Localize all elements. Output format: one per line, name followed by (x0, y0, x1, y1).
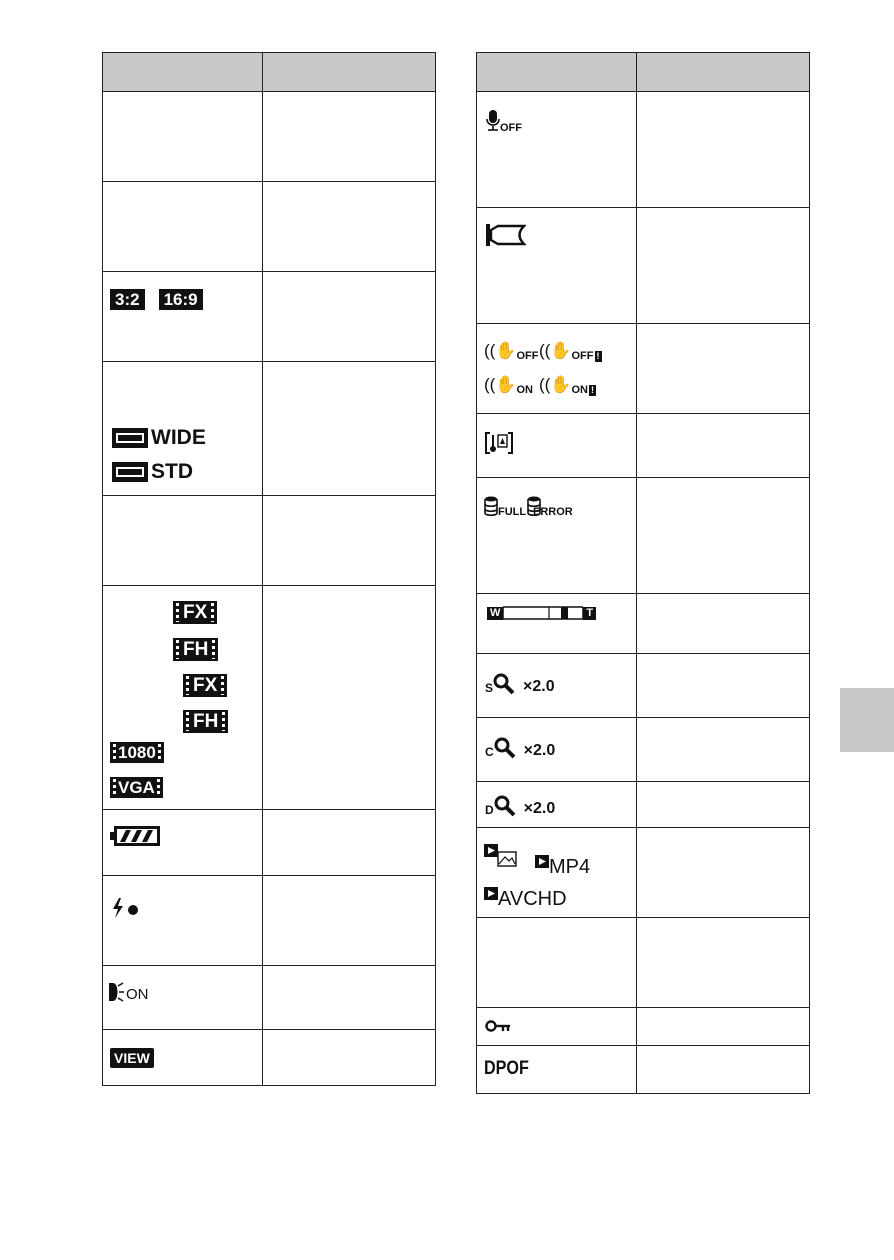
shake-warning-on-alert-icon: ((✋ ON ! (539, 375, 594, 396)
table-row (477, 1008, 810, 1046)
movie-fh-icon: FH (183, 710, 228, 733)
table-row (103, 876, 436, 966)
table-row (477, 1046, 810, 1094)
table-row (103, 496, 436, 586)
shake-warning-on-icon: ((✋ ON (484, 375, 533, 396)
header-cell-display (103, 53, 263, 92)
auto-light-on-icon: ON (109, 980, 149, 1003)
table-row (103, 966, 436, 1030)
table-row (103, 92, 436, 182)
table-row (477, 324, 810, 414)
aspect-ratio-icons (110, 289, 203, 310)
zoom-scale-bar: W T (487, 606, 596, 620)
movie-fh-icon: FH (173, 638, 218, 661)
shake-warning-off-icon: ((✋ OFF (484, 341, 539, 362)
table-row (477, 594, 810, 654)
overheat-icon (485, 431, 513, 455)
table-row (103, 1030, 436, 1086)
table-row (477, 918, 810, 1008)
view-mode-photo-icon (484, 844, 520, 868)
battery-icon (110, 826, 160, 846)
table-header (477, 53, 810, 92)
wind-noise-icon (486, 224, 526, 246)
table-row (103, 586, 436, 810)
table-row (103, 362, 436, 496)
panorama-std-icon: STD (112, 460, 193, 484)
panorama-wide-icon: WIDE (112, 426, 206, 450)
section-tab (840, 688, 894, 752)
flash-charging-icon (111, 898, 147, 918)
smart-zoom-icon: S ×2.0 (485, 672, 555, 696)
microphone-off-icon: OFF (486, 108, 522, 134)
movie-vga-icon: VGA (110, 777, 163, 798)
aspect-16-9-icon: 16:9 (159, 289, 203, 310)
table-row (477, 478, 810, 594)
clear-image-zoom-icon: C ×2.0 (485, 736, 555, 760)
view-mode-mp4-icon: MP4 (535, 844, 590, 879)
shake-warning-off-alert-icon: ((✋ OFF ! (539, 341, 600, 362)
digital-zoom-icon: D ×2.0 (485, 794, 555, 818)
table-row (477, 654, 810, 718)
view-mode-avchd-icon: AVCHD (484, 876, 567, 911)
dpof-icon: DPOF (484, 1058, 529, 1079)
database-error-icon: ERROR (527, 494, 573, 518)
table-row (477, 718, 810, 782)
table-row (477, 414, 810, 478)
table-row (103, 272, 436, 362)
table-row (477, 92, 810, 208)
table-row (477, 828, 810, 918)
header-cell-display (477, 53, 637, 92)
movie-1080-icon: 1080 (110, 742, 164, 763)
movie-fx-icon: FX (183, 674, 227, 697)
table-row (477, 782, 810, 828)
table-row (103, 810, 436, 876)
movie-fx-icon: FX (173, 601, 217, 624)
table-row (103, 182, 436, 272)
protect-key-icon (485, 1019, 511, 1033)
view-icon: VIEW (110, 1048, 154, 1068)
left-icon-table (102, 52, 436, 1086)
table-header (103, 53, 436, 92)
right-icon-table (476, 52, 810, 1094)
header-cell-indication (637, 53, 810, 92)
header-cell-indication (263, 53, 436, 92)
aspect-3-2-icon: 3:2 (110, 289, 145, 310)
database-full-icon: FULL (484, 494, 526, 518)
table-row (477, 208, 810, 324)
